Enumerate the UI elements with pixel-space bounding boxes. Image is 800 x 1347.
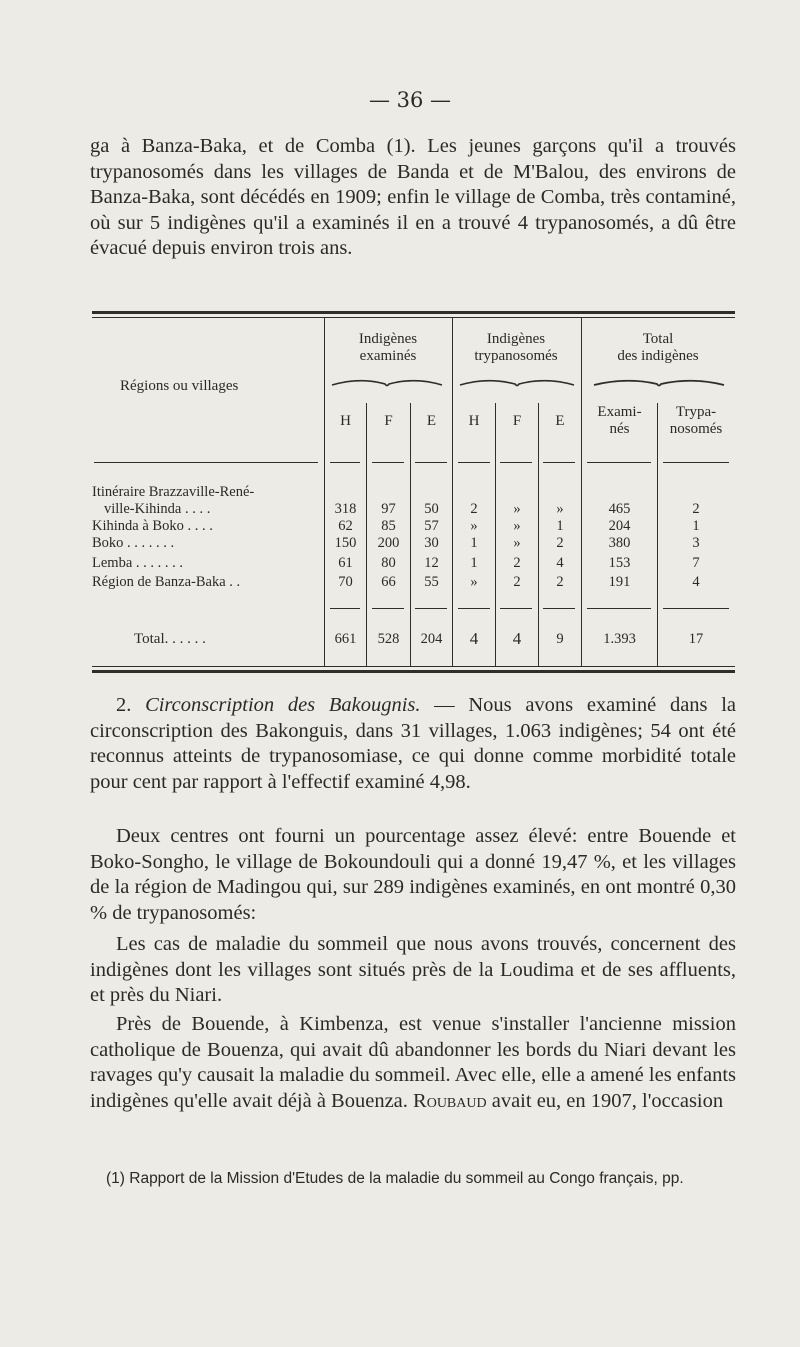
cell-tot-ex: 204 [608,518,631,534]
cell-tr-h: 1 [470,555,478,571]
footnote: (1) Rapport de la Mission d'Etudes de la maladie du sommeil au Congo français, pp. [106,1170,684,1187]
section-title: Circonscription des Bakougnis. [145,694,421,716]
cell-tr-f: » [513,535,521,551]
hdr-examined-2: examinés [359,348,417,364]
hdr-tryp-1: Indigènes [486,331,546,347]
header-dash [543,462,575,463]
cell-ex-e: 12 [424,555,439,571]
hdr-tr-e: E [555,413,565,429]
author-name: Roubaud [413,1089,487,1112]
total-ex-h: 661 [334,631,357,647]
total-tr-f: 4 [512,629,522,648]
row-name: Lemba . . . . . . . [92,555,184,571]
cell-tot-ex: 465 [608,501,631,517]
cell-tr-f: 2 [513,574,521,590]
paragraph-5-text: Près de Bouende, à Kimbenza, est venue s'installer l'ancienne mission catholique de Bouenza, qui avait dû abandonner les bords du Niari devant les ravages qu'y causait la maladie du sommeil. Avec elle, elle a amené les enfants indigènes qu'elle avait déjà à Bouenza. [90,1013,736,1112]
total-dash [543,608,575,609]
cell-tr-e: 4 [556,555,564,571]
cell-ex-f: 66 [381,574,396,590]
header-dash [330,462,360,463]
col-rule [324,318,325,666]
table-top-rule-thin [92,317,735,318]
paragraph-2 [90,693,736,795]
cell-tot-tr: 2 [692,501,700,517]
paragraph-3: Deux centres ont fourni un pourcentage assez élevé: entre Bouende et Boko-Songho, le village de Bokoundouli qui a donné 19,47 %, et les villages de la région de Madingou qui, sur 289 indigènes examinés, en ont montré 0,30 % de trypanosomés: [90,825,736,924]
hdr-total-2: des indigènes [617,348,699,364]
cell-tr-e: 2 [556,535,564,551]
hdr-tot-tryp-2: nosomés [669,421,723,437]
total-ex-f: 528 [377,631,400,647]
cell-tr-f: 2 [513,555,521,571]
brace-flourish [592,376,726,390]
brace-flourish [330,376,444,390]
cell-ex-h: 70 [338,574,353,590]
hdr-total-1: Total [642,331,674,347]
cell-tr-f: » [513,501,521,517]
cell-tr-f: » [513,518,521,534]
total-dash [663,608,729,609]
cell-ex-e: 30 [424,535,439,551]
col-rule [581,318,582,666]
paragraph-4: Les cas de maladie du sommeil que nous avons trouvés, concernent des indigènes dont les villages sont situés près de la Loudima et de ses affluents, et près du Niari. [90,933,736,1007]
cell-tot-ex: 191 [608,574,631,590]
total-dash [372,608,404,609]
cell-tot-tr: 3 [692,535,700,551]
hdr-ex-e: E [426,413,437,429]
hdr-tot-examined-1: Exami- [597,404,642,420]
total-dash [500,608,532,609]
cell-tr-h: » [470,574,478,590]
cell-tot-tr: 7 [692,555,700,571]
header-dash [415,462,447,463]
cell-tr-e: 1 [556,518,564,534]
total-ex-e: 204 [420,631,443,647]
cell-ex-h: 150 [334,535,357,551]
cell-ex-h: 62 [338,518,353,534]
row-name: Kihinda à Boko . . . . [92,518,213,534]
cell-ex-f: 200 [377,535,400,551]
cell-tot-tr: 1 [692,518,700,534]
total-dash [415,608,447,609]
hdr-ex-h: H [340,413,351,429]
total-tot-ex: 1.393 [603,631,636,647]
cell-ex-h: 318 [334,501,357,517]
cell-tot-ex: 380 [608,535,631,551]
cell-ex-e: 50 [424,501,439,517]
paragraph-1: ga à Banza-Baka, et de Comba (1). Les jeunes garçons qu'il a trouvés trypanosomés dans les villages de Banda et de M'Balou, des environs de Banza-Baka, sont décédés en 1909; enfin le village de Comba, très contaminé, où sur 5 indigènes qu'il a examinés il en a trouvé 4 trypanosomés, a dû être évacué depuis environ trois ans. [90,135,736,260]
hdr-tot-tryp-1: Trypa- [675,404,717,420]
cell-tr-h: » [470,518,478,534]
row-name: Région de Banza-Baka . . [92,574,241,590]
cell-ex-f: 85 [381,518,396,534]
paragraph-5 [90,1012,736,1114]
header-dash [500,462,532,463]
hdr-ex-f: F [384,413,393,429]
header-dash [94,462,318,463]
total-label: Total. . . . . . [134,631,206,647]
hdr-tot-examined-2: nés [609,421,630,437]
row-name: ville-Kihinda . . . . [104,501,211,517]
section-number: 2. [116,694,132,716]
header-dash [458,462,490,463]
total-dash [330,608,360,609]
table-bottom-rule [92,670,735,673]
hdr-tr-h: H [468,413,480,429]
col-rule [452,318,453,666]
cell-tot-tr: 4 [692,574,700,590]
total-tot-tr: 17 [688,631,704,647]
cell-ex-f: 80 [381,555,396,571]
row-name: Itinéraire Brazzaville-René- [92,484,255,500]
header-dash [372,462,404,463]
cell-ex-e: 55 [424,574,439,590]
cell-tot-ex: 153 [608,555,631,571]
table-top-rule [92,311,735,314]
hdr-regions: Régions ou villages [120,378,239,394]
row-name: Boko . . . . . . . [92,535,175,551]
hdr-tr-f: F [512,413,522,429]
cell-tr-h: 1 [470,535,478,551]
total-dash [587,608,651,609]
header-dash [587,462,651,463]
cell-ex-e: 57 [424,518,439,534]
cell-ex-h: 61 [338,555,353,571]
brace-flourish [458,376,576,390]
section-text: — Nous avons examiné dans la circonscription des Bakonguis, dans 31 villages, 1.063 indigènes; 54 ont été reconnus atteints de trypanosomiase, ce qui donne comme morbidité totale pour cent par rapport à l'effectif examiné 4,98. [90,694,737,793]
header-dash [663,462,729,463]
table-bottom-rule-thin [92,666,735,667]
hdr-examined-1: Indigènes [358,331,418,347]
cell-tr-e: » [556,501,564,517]
cell-tr-e: 2 [556,574,564,590]
cell-ex-f: 97 [381,501,396,517]
paragraph-5-text-end: avait eu, en 1907, l'occasion [486,1089,724,1112]
total-dash [458,608,490,609]
cell-tr-h: 2 [470,501,478,517]
hdr-tryp-2: trypanosomés [474,348,558,364]
total-tr-e: 9 [556,631,564,647]
page-number: — 36 — [368,88,452,112]
total-tr-h: 4 [469,629,479,648]
